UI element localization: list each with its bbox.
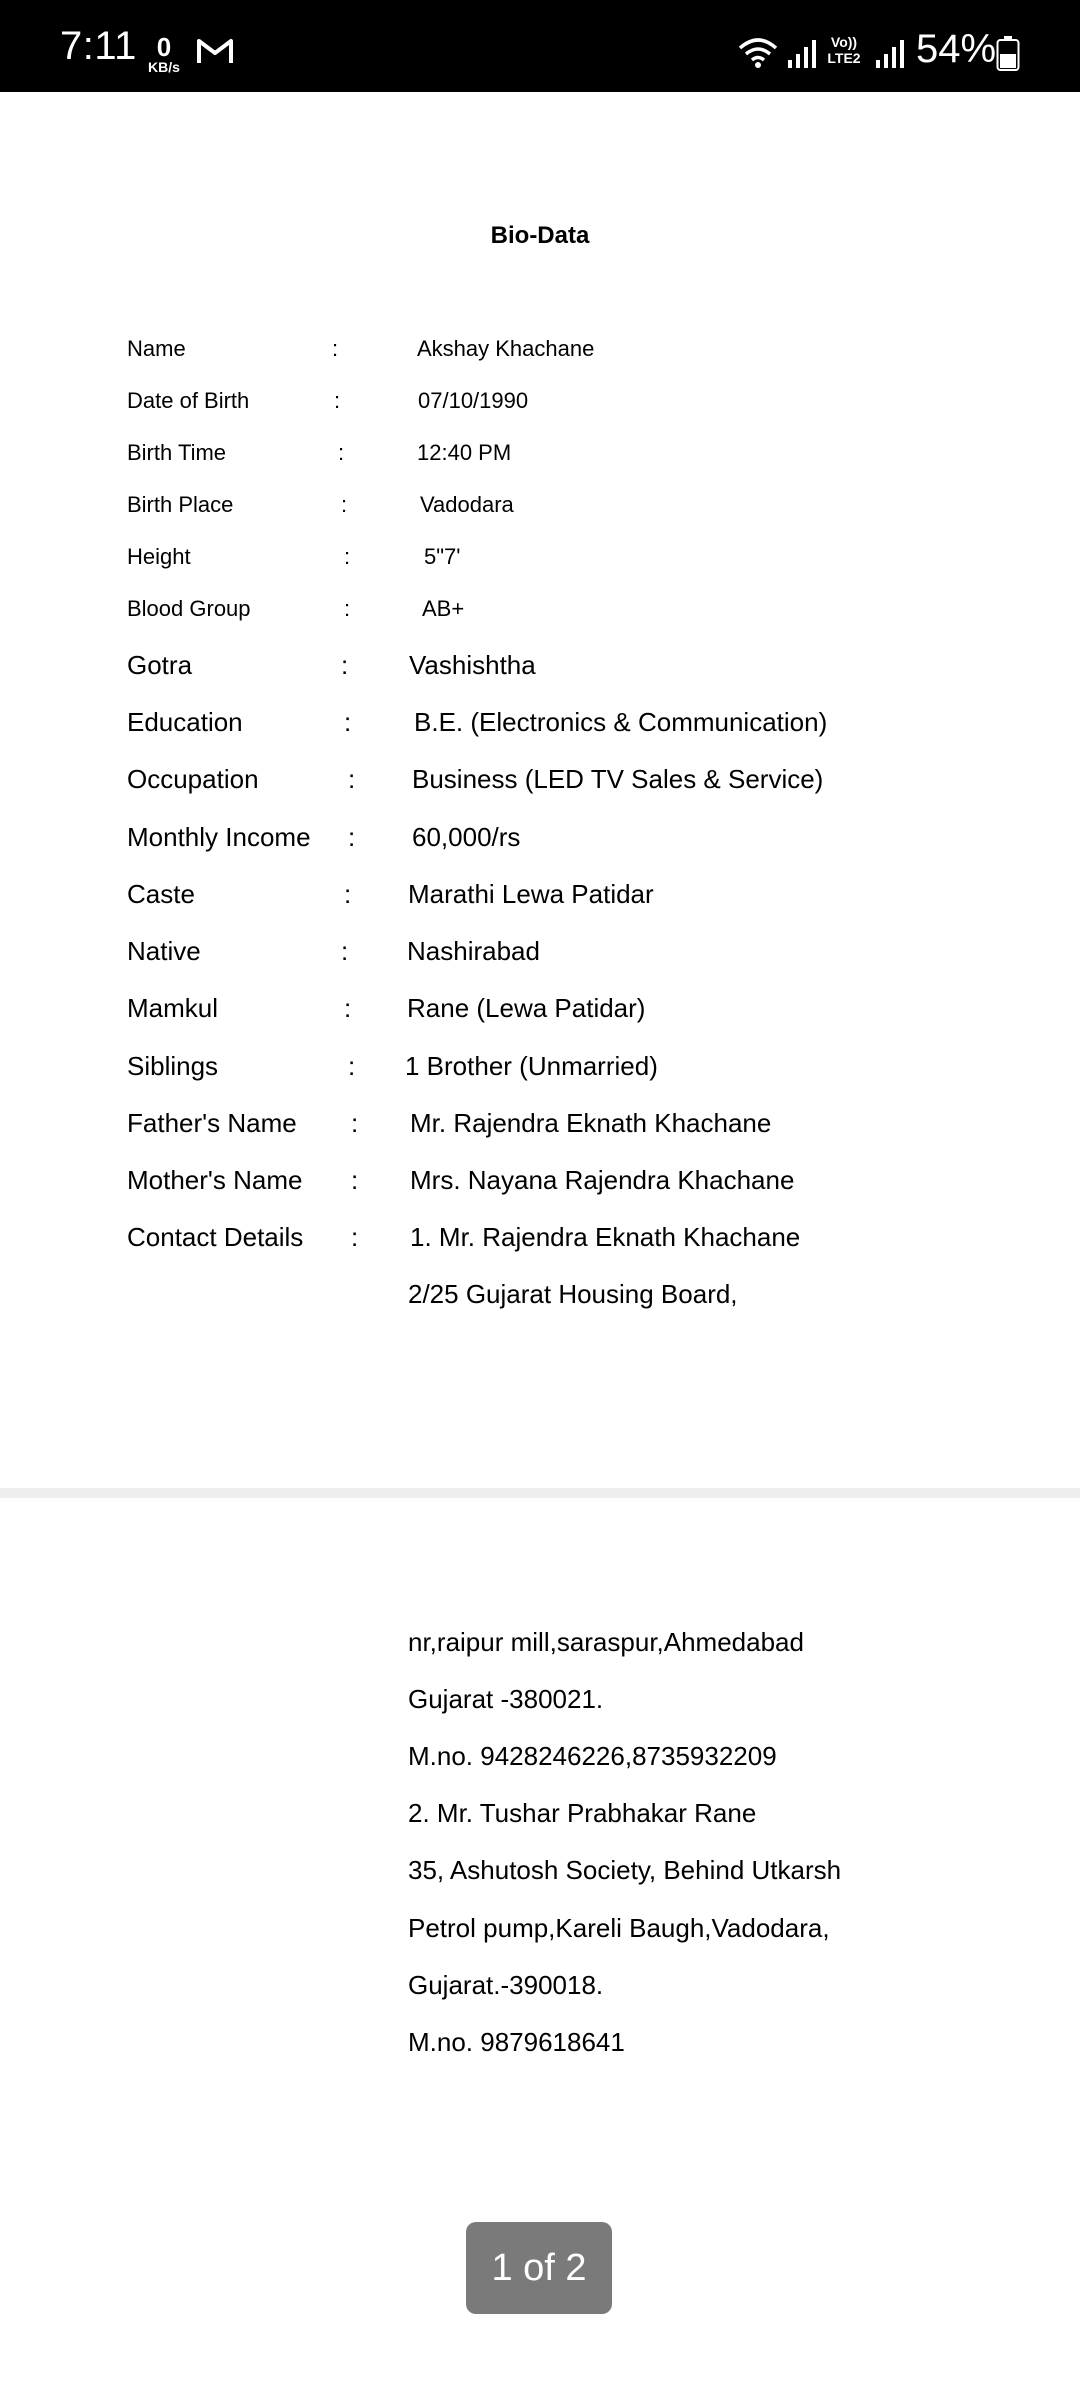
- field-row-birth-time: [0, 438, 1080, 478]
- field-label: Siblings: [127, 1051, 219, 1081]
- field-value: 12:40 PM: [417, 440, 512, 465]
- network-speed-unit: KB/s: [148, 59, 180, 75]
- field-label: Native: [127, 936, 201, 966]
- field-colon: :: [351, 1108, 359, 1138]
- field-colon: :: [344, 993, 352, 1023]
- field-value: Mrs. Nayana Rajendra Khachane: [410, 1165, 795, 1195]
- status-time: 7:11: [60, 24, 137, 68]
- field-colon: :: [351, 1165, 359, 1195]
- network-speed: [144, 34, 184, 74]
- field-row-siblings: [0, 1049, 1080, 1089]
- contact-address-line: 35, Ashutosh Society, Behind Utkarsh: [408, 1855, 842, 1885]
- field-label: Name: [127, 336, 186, 361]
- page-indicator: 1 of 2: [466, 2222, 612, 2314]
- field-label: Height: [127, 544, 191, 569]
- field-row-blood-group: [0, 594, 1080, 634]
- field-row-dob: [0, 386, 1080, 426]
- contact-address-line: Gujarat -380021.: [408, 1684, 604, 1714]
- contact-address-line: nr,raipur mill,saraspur,Ahmedabad: [408, 1627, 804, 1657]
- field-value: Mr. Rajendra Eknath Khachane: [410, 1108, 772, 1138]
- field-colon: :: [338, 440, 345, 465]
- field-label: Caste: [127, 879, 195, 909]
- field-row-monthly-income: [0, 820, 1080, 860]
- field-row-native: [0, 934, 1080, 974]
- field-value: 1 Brother (Unmarried): [405, 1051, 658, 1081]
- field-row-name: [0, 334, 1080, 374]
- field-label: Mother's Name: [127, 1165, 303, 1195]
- field-row-occupation: [0, 762, 1080, 802]
- field-colon: :: [341, 492, 348, 517]
- field-value: 1. Mr. Rajendra Eknath Khachane: [410, 1222, 801, 1252]
- volte-indicator: [822, 34, 866, 66]
- field-label: Gotra: [127, 650, 193, 680]
- field-value: Akshay Khachane: [417, 336, 595, 361]
- signal-icon: [786, 38, 816, 68]
- field-colon: :: [344, 707, 352, 737]
- field-label: Birth Time: [127, 440, 227, 465]
- contact-address-line: 2/25 Gujarat Housing Board,: [408, 1279, 738, 1309]
- field-row-fathers-name: [0, 1106, 1080, 1146]
- contact-phone-line: M.no. 9879618641: [408, 2027, 625, 2057]
- field-value: 07/10/1990: [418, 388, 529, 413]
- field-row-height: [0, 542, 1080, 582]
- field-label: Monthly Income: [127, 822, 311, 852]
- field-label: Birth Place: [127, 492, 234, 517]
- field-value: Vadodara: [420, 492, 514, 517]
- document-page-1: [0, 92, 1080, 1490]
- wifi-icon: [738, 36, 778, 70]
- field-colon: :: [344, 544, 351, 569]
- battery-percent: 54%: [916, 27, 997, 71]
- field-colon: :: [348, 1051, 356, 1081]
- field-colon: :: [351, 1222, 359, 1252]
- page-separator: [0, 1488, 1080, 1498]
- field-colon: :: [341, 650, 349, 680]
- field-colon: :: [344, 879, 352, 909]
- volte-label: Vo)): [830, 34, 858, 50]
- field-colon: :: [341, 936, 349, 966]
- field-colon: :: [348, 764, 356, 794]
- contact-address-line: Petrol pump,Kareli Baugh,Vadodara,: [408, 1913, 830, 1943]
- field-label: Date of Birth: [127, 388, 250, 413]
- field-row-mamkul: [0, 991, 1080, 1031]
- field-colon: :: [348, 822, 356, 852]
- field-row-education: [0, 705, 1080, 745]
- field-row-caste: [0, 877, 1080, 917]
- contact-name-line: 2. Mr. Tushar Prabhakar Rane: [408, 1798, 757, 1828]
- field-colon: :: [334, 388, 341, 413]
- field-value: B.E. (Electronics & Communication): [414, 707, 828, 737]
- field-row-birth-place: [0, 490, 1080, 530]
- contact-phone-line: M.no. 9428246226,8735932209: [408, 1741, 777, 1771]
- network-speed-value: 0: [156, 32, 172, 62]
- field-value: Nashirabad: [407, 936, 540, 966]
- field-row-gotra: [0, 648, 1080, 688]
- field-value: Marathi Lewa Patidar: [408, 879, 654, 909]
- field-label: Education: [127, 707, 243, 737]
- contact-address-line: Gujarat.-390018.: [408, 1970, 604, 2000]
- field-value: Rane (Lewa Patidar): [407, 993, 646, 1023]
- field-label: Occupation: [127, 764, 259, 794]
- field-row-mothers-name: [0, 1163, 1080, 1203]
- field-value: AB+: [422, 596, 465, 621]
- status-bar: [0, 0, 1080, 92]
- field-row-contact-details: [0, 1220, 1080, 1260]
- signal-icon: [874, 38, 904, 68]
- lte-label: LTE2: [827, 50, 861, 66]
- document-title: Bio-Data: [490, 222, 590, 249]
- gmail-icon: [196, 36, 234, 66]
- field-colon: :: [332, 336, 339, 361]
- field-value: Vashishtha: [409, 650, 536, 680]
- field-value: Business (LED TV Sales & Service): [412, 764, 824, 794]
- field-label: Blood Group: [127, 596, 251, 621]
- field-value: 5"7': [424, 544, 461, 569]
- field-colon: :: [344, 596, 351, 621]
- field-label: Father's Name: [127, 1108, 297, 1138]
- field-value: 60,000/rs: [412, 822, 521, 852]
- field-label: Contact Details: [127, 1222, 304, 1252]
- battery-icon: [996, 36, 1020, 72]
- field-label: Mamkul: [127, 993, 219, 1023]
